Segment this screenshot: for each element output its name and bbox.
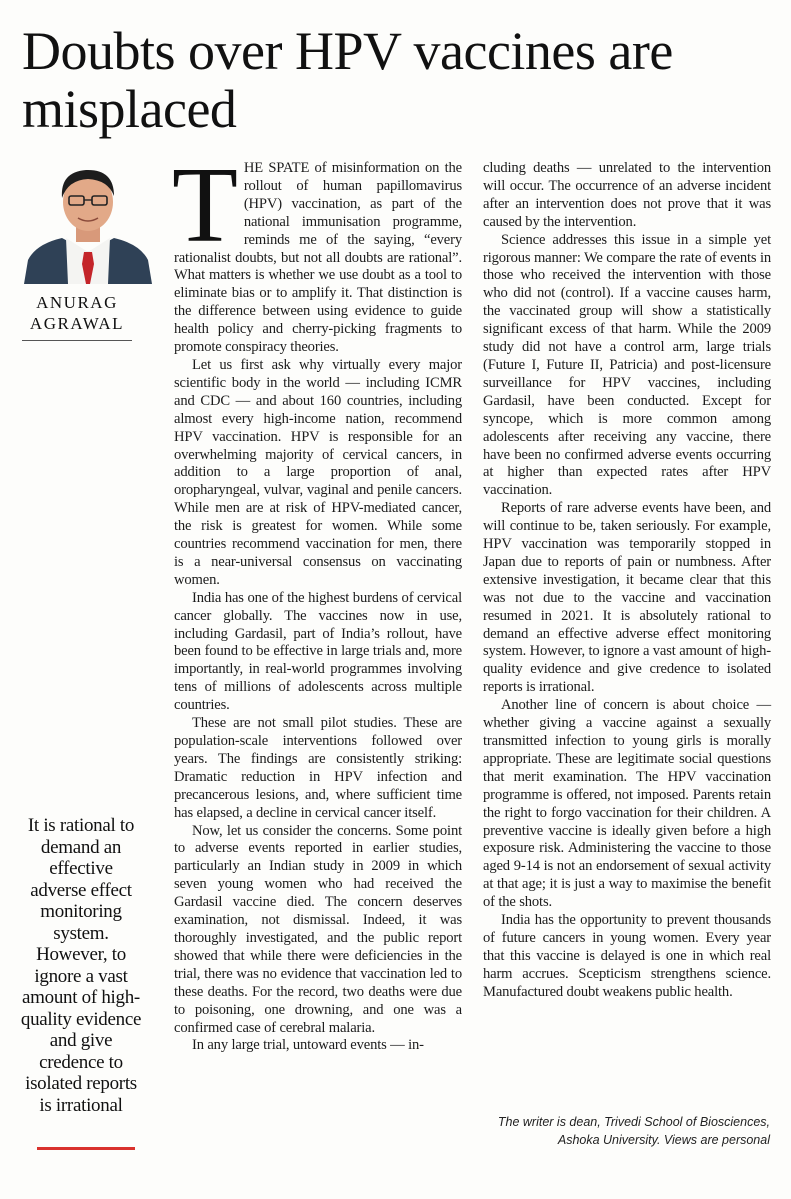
author-credit [484,1113,770,1149]
pull-quote: It is rational to demand an effective adverse effect monitoring system. However, to ignore a vast amount of high-quality evidence and give credence to isolated reports is irrational [20,815,142,1116]
author-portrait [22,160,154,284]
headline: Doubts over HPV vaccines are misplaced [22,21,673,139]
article-column-2 [483,160,771,1002]
author-last-name: AGRAWAL [29,314,125,333]
article-paragraph: Reports of rare adverse events have been, and will continue to be, taken seriously. For example, HPV vaccination was temporarily stopped in Japan due to reports of pain or numbness. After extensive investigation, it became clear that this was not due to the vaccine and vaccination resumed in 2021. It is absolutely rational to demand an effective adverse effect monitoring system. However, to ignore a vast amount of high-quality evidence and give credence to isolated reports is irrational. [483,500,771,696]
author-credit-line: Ashoka University. Views are personal [557,1133,770,1147]
author-first-name: ANURAG [36,293,118,312]
author-block [22,160,154,341]
article-paragraph: Now, let us consider the concerns. Some point to adverse events reported in earlier studies, particularly an Indian study in 2009 in which seven young women who had received the Gardasil vaccine died. The concern deserves examination, not dismissal. Indeed, it was thoroughly investigated, and the public report showed that while there were deficiencies in the trial, there was no evidence that vaccination led to these deaths. For the record, two deaths were due to poisoning, one drowning, and one was a confirmed case of cerebral malaria. [174,822,462,1036]
article-paragraph: These are not small pilot studies. These are population-scale interventions followed over years. The findings are consistently striking: Dramatic reduction in HPV infection and precancerous lesions, and, where sufficient time has elapsed, a decline in cervical cancer itself. [174,715,462,821]
article-column-1 [172,146,462,1055]
article-paragraph: Let us first ask why virtually every major scientific body in the world — including ICMR and CDC — and about 160 countries, including almost every high-income nation, recommend HPV vaccination. HPV is responsible for an overwhelming majority of cervical cancers, in addition to a large proportion of anal, oropharyngeal, vulvar, vaginal and penile cancers. While men are at risk of HPV-mediated cancer, the risk is greatest for women. While some countries recommend vaccination for men, there is a near-universal consensus on vaccinating women. [174,356,462,588]
article-paragraph: Science addresses this issue in a simple yet rigorous manner: We compare the rate of events in those who received the intervention with those who did not (control). If a vaccine causes harm, the vaccinated group will show a statistically significant excess of that harm. While the 2009 study did not have a control arm, large trials (Future I, Future II, Patricia) and post-licensure surveillance for HPV vaccines, including Gardasil, have been conducted. Except for syncope, which is more common among adolescents after receiving any vaccine, there have been no confirmed adverse events occurring at higher than expected rates after HPV vaccination. [483,231,771,499]
pull-quote-rule [37,1147,135,1150]
article-paragraph: cluding deaths — unrelated to the intervention will occur. The occurrence of an adverse incident after an intervention does not prove that it was caused by the intervention. [483,160,771,230]
drop-cap: T [172,146,238,265]
article-paragraph: THE SPATE of misinformation on the rollout of human papillomavirus (HPV) vaccination, as part of the national immunisation programme, reminds me of the saying, “every rationalist doubts, but not all doubts are rational”. What matters is whether we use doubt as a tool to eliminate bias or to amplify it. That distinction is the difference between using evidence to guide health policy and cherry-picking fragments to promote conspiracy theories. [172,146,462,356]
article-paragraph: Another line of concern is about choice — whether giving a vaccine against a sexually transmitted infection to young girls is morally appropriate. These are legitimate social questions that merit examination. The HPV vaccination programme is offered, not imposed. Parents retain the right to forgo vaccination for their children. A preventive vaccine is ideally given before a high exposure risk. Administering the vaccine to those aged 9-14 is not an endorsement of sexual activity at that age; it is just a way to maximise the benefit of the shots. [483,697,771,911]
article-paragraph: India has one of the highest burdens of cervical cancer globally. The vaccines now in use, including Gardasil, part of India’s rollout, have been found to be effective in large trials and, more importantly, in real-world programmes involving tens of millions of adolescents across multiple countries. [174,589,462,714]
article-paragraph: India has the opportunity to prevent thousands of future cancers in young women. Every year that this vaccine is delayed is one in which real harm accrues. Scepticism strengthens science. Manufactured doubt weakens public health. [483,912,771,1000]
article-paragraph: In any large trial, untoward events — in- [192,1037,424,1054]
author-credit-line: The writer is dean, Trivedi School of Biosciences, [497,1115,770,1129]
author-divider [22,340,132,341]
author-name [22,292,132,334]
